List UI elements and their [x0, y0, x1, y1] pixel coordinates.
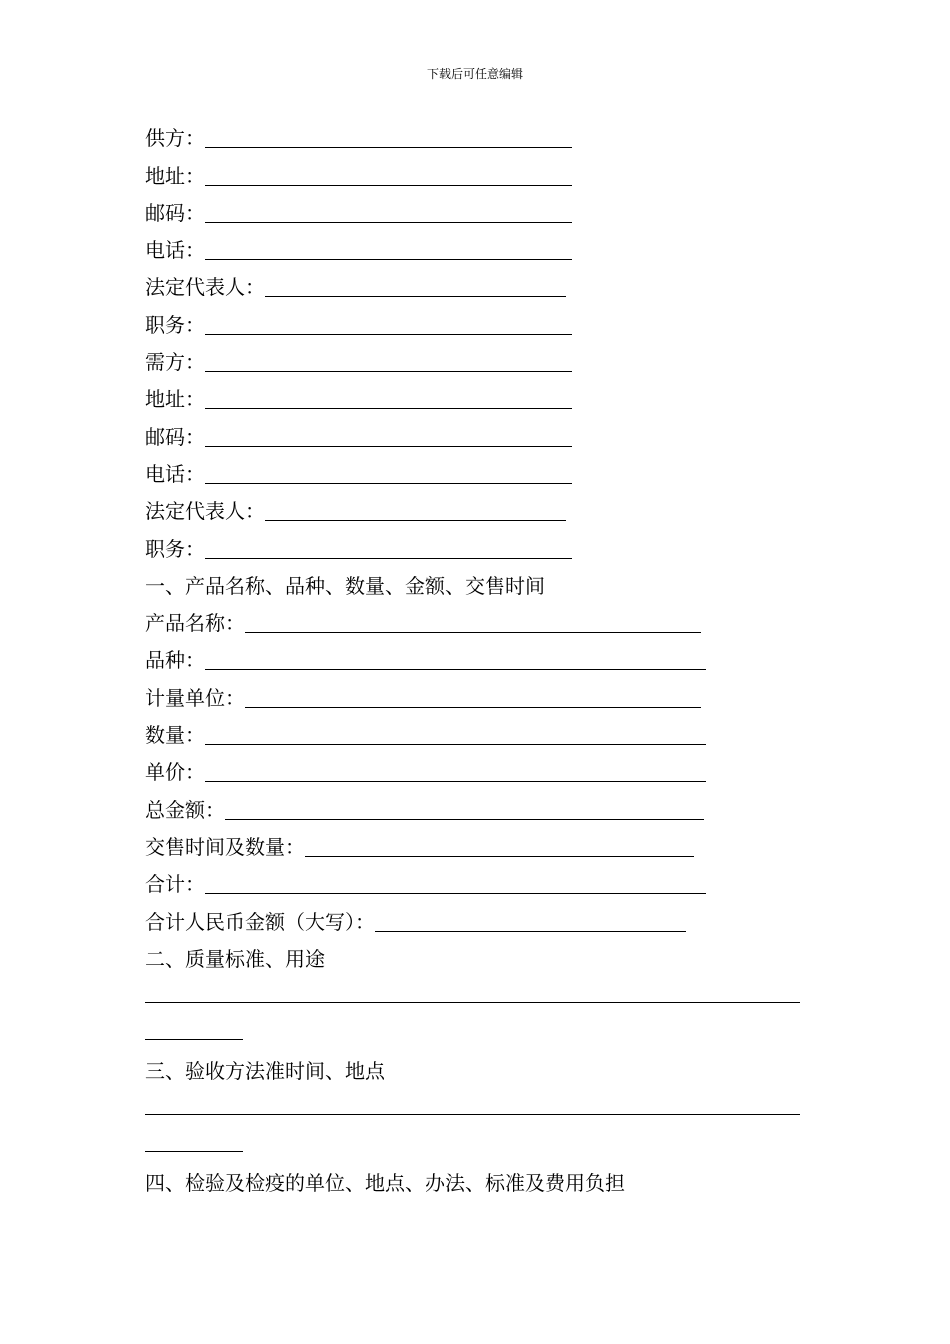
section2-field[interactable]	[145, 984, 800, 1003]
section1-heading	[145, 562, 805, 599]
supplier-name-row	[145, 114, 805, 151]
unit-field[interactable]	[245, 689, 701, 708]
section2-field-tail[interactable]	[145, 1021, 243, 1040]
rmb-amount-row	[145, 897, 805, 934]
buyer-name-label: 需方：	[145, 350, 205, 375]
sum-row	[145, 860, 805, 897]
section3-heading-text: 三、验收方法准时间、地点	[145, 1058, 385, 1083]
supplier-rep-row	[145, 263, 805, 300]
buyer-postcode-field[interactable]	[205, 428, 572, 447]
section3-heading	[145, 1046, 805, 1083]
section1-heading-text: 一、产品名称、品种、数量、金额、交售时间	[145, 573, 545, 598]
delivery-label: 交售时间及数量：	[145, 834, 305, 859]
total-label: 总金额：	[145, 797, 225, 822]
supplier-title-label: 职务：	[145, 312, 205, 337]
supplier-phone-row	[145, 226, 805, 263]
price-field[interactable]	[205, 763, 706, 782]
buyer-postcode-label: 邮码：	[145, 424, 205, 449]
quantity-label: 数量：	[145, 723, 205, 748]
section2-blank-tail	[145, 1009, 805, 1046]
section2-heading	[145, 935, 805, 972]
section2-heading-text: 二、质量标准、用途	[145, 946, 325, 971]
product-name-label: 产品名称：	[145, 611, 245, 636]
buyer-address-field[interactable]	[205, 390, 572, 409]
buyer-address-label: 地址：	[145, 387, 205, 412]
section3-field-tail[interactable]	[145, 1133, 243, 1152]
sum-label: 合计：	[145, 872, 205, 897]
variety-field[interactable]	[205, 651, 706, 670]
buyer-phone-row	[145, 450, 805, 487]
rmb-amount-label: 合计人民币金额（大写）：	[145, 909, 375, 934]
supplier-title-field[interactable]	[205, 316, 572, 335]
buyer-name-row	[145, 338, 805, 375]
delivery-row	[145, 823, 805, 860]
quantity-field[interactable]	[205, 726, 706, 745]
buyer-rep-row	[145, 487, 805, 524]
supplier-postcode-field[interactable]	[205, 204, 572, 223]
supplier-address-row	[145, 151, 805, 188]
contract-form	[145, 114, 805, 1196]
price-label: 单价：	[145, 760, 205, 785]
buyer-rep-label: 法定代表人：	[145, 499, 265, 524]
buyer-phone-field[interactable]	[205, 465, 572, 484]
supplier-name-field[interactable]	[205, 129, 572, 148]
rmb-amount-field[interactable]	[375, 913, 686, 932]
supplier-address-field[interactable]	[205, 167, 572, 186]
buyer-name-field[interactable]	[205, 353, 572, 372]
total-row	[145, 785, 805, 822]
total-field[interactable]	[225, 801, 704, 820]
product-name-field[interactable]	[245, 614, 701, 633]
price-row	[145, 748, 805, 785]
buyer-postcode-row	[145, 412, 805, 449]
buyer-title-label: 职务：	[145, 536, 205, 561]
section3-blank-tail	[145, 1121, 805, 1158]
section4-heading-text: 四、检验及检疫的单位、地点、办法、标准及费用负担	[145, 1170, 625, 1195]
unit-row	[145, 673, 805, 710]
supplier-rep-label: 法定代表人：	[145, 275, 265, 300]
quantity-row	[145, 711, 805, 748]
supplier-rep-field[interactable]	[265, 278, 566, 297]
buyer-address-row	[145, 375, 805, 412]
section4-heading	[145, 1158, 805, 1195]
delivery-field[interactable]	[305, 838, 694, 857]
supplier-phone-label: 电话：	[145, 238, 205, 263]
section3-field[interactable]	[145, 1096, 800, 1115]
sum-field[interactable]	[205, 875, 706, 894]
buyer-title-row	[145, 524, 805, 561]
buyer-phone-label: 电话：	[145, 461, 205, 486]
buyer-rep-field[interactable]	[265, 502, 566, 521]
supplier-name-label: 供方：	[145, 126, 205, 151]
unit-label: 计量单位：	[145, 685, 245, 710]
section3-blank-line	[145, 1084, 805, 1121]
page-header-note: 下载后可任意编辑	[426, 67, 523, 81]
supplier-postcode-row	[145, 189, 805, 226]
buyer-title-field[interactable]	[205, 540, 572, 559]
supplier-postcode-label: 邮码：	[145, 200, 205, 225]
variety-row	[145, 636, 805, 673]
supplier-title-row	[145, 300, 805, 337]
supplier-address-label: 地址：	[145, 163, 205, 188]
supplier-phone-field[interactable]	[205, 241, 572, 260]
product-name-row	[145, 599, 805, 636]
section2-blank-line	[145, 972, 805, 1009]
variety-label: 品种：	[145, 648, 205, 673]
